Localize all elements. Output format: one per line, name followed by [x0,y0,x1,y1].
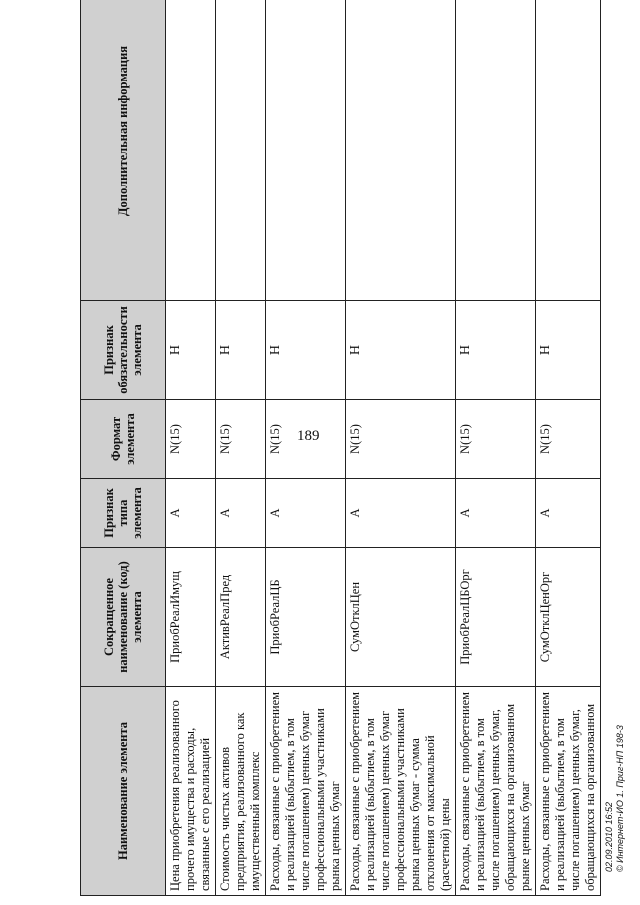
cell-info [216,0,266,301]
cell-format: N(15) [266,400,346,479]
cell-type: А [266,479,346,548]
cell-type: А [166,479,216,548]
footer-stamp [604,725,626,872]
cell-type: А [536,479,601,548]
cell-type: А [216,479,266,548]
cell-info [166,0,216,301]
cell-code: ПриобРеалЦБОрг [456,548,536,687]
cell-type: А [456,479,536,548]
cell-name: Стоимость чистых активов предприятия, реализованного как имущественный комплекс [216,687,266,896]
cell-name: Расходы, связанные с приобретением и реализацией (выбытием, в том числе погашением) ценных бумаг профессиональными участниками рынка ценных бумаг [266,687,346,896]
table-row [216,0,266,896]
cell-info [346,0,456,301]
cell-type: А [346,479,456,548]
header-additional-info: Дополнительная информация [81,0,166,301]
table-row [346,0,456,896]
footer-timestamp: 02.09.2010 16:52 [604,801,614,872]
cell-required: Н [536,301,601,400]
table-row [536,0,601,896]
cell-name: Расходы, связанные с приобретением и реализацией (выбытием, в том числе погашением) ценных бумаг профессиональными участниками рынка ценных бумаг - сумма отклонения от максимальной (расчетной) цены [346,687,456,896]
cell-info [456,0,536,301]
table-row [456,0,536,896]
cell-format: N(15) [216,400,266,479]
cell-info [266,0,346,301]
cell-format: N(15) [346,400,456,479]
cell-required: Н [456,301,536,400]
table-row [166,0,216,896]
cell-format: N(15) [456,400,536,479]
cell-code: ПриобРеалЦБ [266,548,346,687]
table-header-row [81,0,166,896]
cell-info [536,0,601,301]
header-element-type: Признак типа элемента [81,479,166,548]
cell-required: Н [346,301,456,400]
cell-format: N(15) [536,400,601,479]
cell-required: Н [266,301,346,400]
cell-code: СумОтклЦенОрг [536,548,601,687]
footer-source: © Интернет-ИО 1. Приг-НП 198-3 [615,725,625,872]
table-row [266,0,346,896]
cell-name: Цена приобретения реализованного прочего имущества и расходы, связанные с его реализацией [166,687,216,896]
cell-code: АктивРеалПред [216,548,266,687]
cell-code: СумОтклЦен [346,548,456,687]
header-element-format: Формат элемента [81,400,166,479]
rotated-table-container [80,16,597,896]
header-element-code: Сокращенное наименование (код) элемента [81,548,166,687]
page-number: 189 [297,428,320,444]
header-element-required: Признак обязательности элемента [81,301,166,400]
cell-name: Расходы, связанные с приобретением и реализацией (выбытием, в том числе погашением) ценных бумаг, обращающихся на организованном рынке ценных бумаг [456,687,536,896]
elements-table [80,0,601,896]
cell-required: Н [166,301,216,400]
cell-code: ПриобРеалИмущ [166,548,216,687]
cell-format: N(15) [166,400,216,479]
cell-required: Н [216,301,266,400]
cell-name: Расходы, связанные с приобретением и реализацией (выбытием, в том числе погашением) ценных бумаг, обращающихся на организованном [536,687,601,896]
header-element-name: Наименование элемента [81,687,166,896]
